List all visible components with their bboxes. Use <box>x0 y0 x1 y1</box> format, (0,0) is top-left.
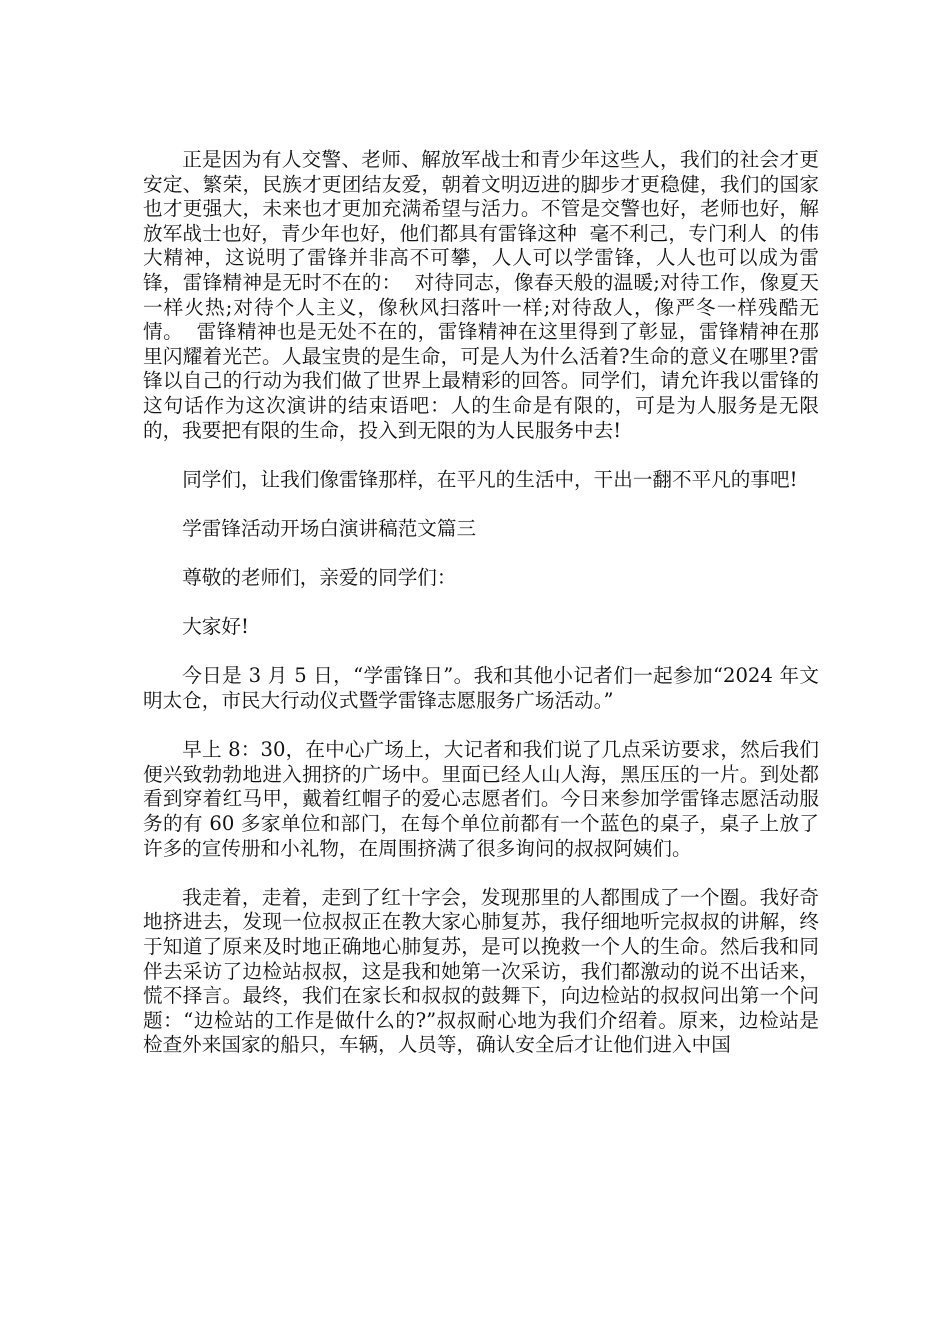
paragraph-march-fifth: 今日是 3 月 5 日，“学雷锋日”。我和其他小记者们一起参加“2024 年文明太仓，市民大行动仪式暨学雷锋志愿服务广场活动。” <box>143 664 819 713</box>
paragraph-red-cross-interview: 我走着，走着，走到了红十字会，发现那里的人都围成了一个圈。我好奇地挤进去，发现一位叔叔正在教大家心肺复苏，我仔细地听完叔叔的讲解，终于知道了原来及时地正确地心肺复苏，是可以挽救一个人的生命。然后我和同伴去采访了边检站叔叔，这是我和她第一次采访，我们都激动的说不出话来，慌不择言。最终，我们在家长和叔叔的鼓舞下，向边检站的叔叔问出第一个问题：“边检站的工作是做什么的?”叔叔耐心地为我们介绍着。原来，边检站是检查外来国家的船只，车辆，人员等，确认安全后才让他们进入中国 <box>143 885 819 1057</box>
paragraph-morning-plaza: 早上 8：30，在中心广场上，大记者和我们说了几点采访要求，然后我们便兴致勃勃地进入拥挤的广场中。里面已经人山人海，黑压压的一片。到处都看到穿着红马甲，戴着红帽子的爱心志愿者们。今日来参加学雷锋志愿活动服务的有 60 多家单位和部门，在每个单位前都有一个蓝色的桌子，桌子上放了许多的宣传册和小礼物，在周围挤满了很多询问的叔叔阿姨们。 <box>143 738 819 860</box>
greeting-salutation: 尊敬的老师们，亲爱的同学们： <box>182 566 457 590</box>
paragraph-lei-feng-spirit: 正是因为有人交警、老师、解放军战士和青少年这些人，我们的社会才更安定、繁荣，民族才更团结友爱，朝着文明迈进的脚步才更稳健，我们的国家也才更强大，未来也才更加充满希望与活力。不管是交警也好，老师也好，解放军战士也好，青少年也好，他们都具有雷锋这种 毫不利己，专门利人 的伟大精神，这说明了雷锋并非高不可攀，人人可以学雷锋，人人也可以成为雷锋，雷锋精神是无时不在的： 对待同志，像春天般的温暖;对待工作，像夏天一样火热;对待个人主义，像秋风扫落叶一样;对待敌人，像严冬一样残酷无情。 雷锋精神也是无处不在的，雷锋精神在这里得到了彰显，雷锋精神在那里闪耀着光芒。人最宝贵的是生命，可是人为什么活着?生命的意义在哪里?雷锋以自己的行动为我们做了世界上最精彩的回答。同学们，请允许我以雷锋的这句话作为这次演讲的结束语吧：人的生命是有限的，可是为人服务是无限的，我要把有限的生命，投入到无限的为人民服务中去! <box>143 148 819 442</box>
section-title: 学雷锋活动开场白演讲稿范文篇三 <box>182 516 477 540</box>
document-page <box>143 148 819 1083</box>
paragraph-closing-call: 同学们，让我们像雷锋那样，在平凡的生活中，干出一翻不平凡的事吧! <box>182 467 798 491</box>
greeting-hello: 大家好! <box>182 615 249 639</box>
